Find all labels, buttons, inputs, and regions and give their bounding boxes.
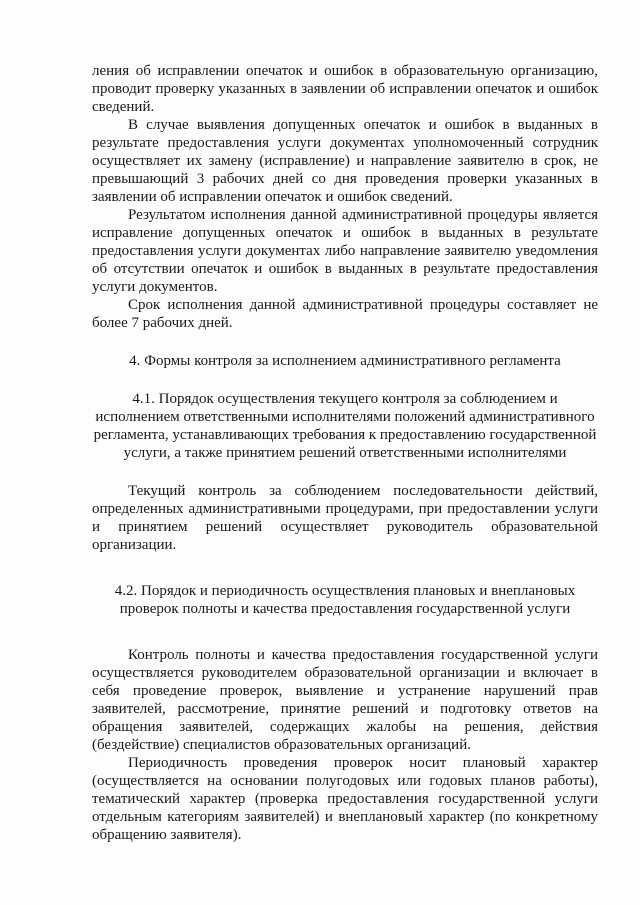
document-body <box>92 62 598 844</box>
paragraph-current-control: Текущий контроль за соблюдением последовательности действий, определенных административными процедурами, при предоставлении услуги и принятием решений осуществляет руководитель образовательной организации. <box>92 483 598 553</box>
paragraph-term: Срок исполнения данной административной процедуры составляет не более 7 рабочих дней. <box>92 297 598 331</box>
subsection-4-1-heading: 4.1. Порядок осуществления текущего контроля за соблюдением и исполнением ответственными исполнителями положений административного регламента, устанавливающих требования к предоставлению государственной услуги, а также принятием решений ответственными исполнителями <box>93 391 597 461</box>
spacer <box>92 554 598 582</box>
section-4-heading: 4. Формы контроля за исполнением административного регламента <box>129 353 561 369</box>
paragraph-result: Результатом исполнения данной административной процедуры является исправление допущенных опечаток и ошибок в выданных в результате предоставления услуги документах либо направление заявителю уведомления об отсутствии опечаток и ошибок в выданных в результате предоставления услуги документов. <box>92 207 598 295</box>
spacer <box>92 332 598 352</box>
spacer <box>92 462 598 482</box>
paragraph-quality-control: Контроль полноты и качества предоставления государственной услуги осуществляется руководителем образовательной организации и включает в себя проведение проверок, выявление и устранение нарушений прав заявителей, рассмотрение, принятие решений и подготовку ответов на обращения заявителей, содержащих жалобы на решения, действия (бездействие) специалистов образовательных организаций. <box>92 647 598 753</box>
subsection-4-2-heading: 4.2. Порядок и периодичность осуществления плановых и внеплановых проверок полноты и качества предоставления государственной услуги <box>114 583 576 617</box>
paragraph-continuation: ления об исправлении опечаток и ошибок в образовательную организацию, проводит проверку указанных в заявлении об исправлении опечаток и ошибок сведений. <box>92 63 598 115</box>
spacer <box>92 370 598 390</box>
paragraph-errors-found: В случае выявления допущенных опечаток и ошибок в выданных в результате предоставления услуги документах уполномоченный сотрудник осуществляет их замену (исправление) и направление заявителю в срок, не превышающий 3 рабочих дней со дня проведения проверки указанных в заявлении об исправлении опечаток и ошибок сведений. <box>92 117 598 205</box>
paragraph-periodicity: Периодичность проведения проверок носит плановый характер (осуществляется на основании полугодовых или годовых планов работы), тематический характер (проверка предоставления государственной услуги отдельным категориям заявителей) и внеплановый характер (по конкретному обращению заявителя). <box>92 755 598 843</box>
spacer <box>92 618 598 646</box>
